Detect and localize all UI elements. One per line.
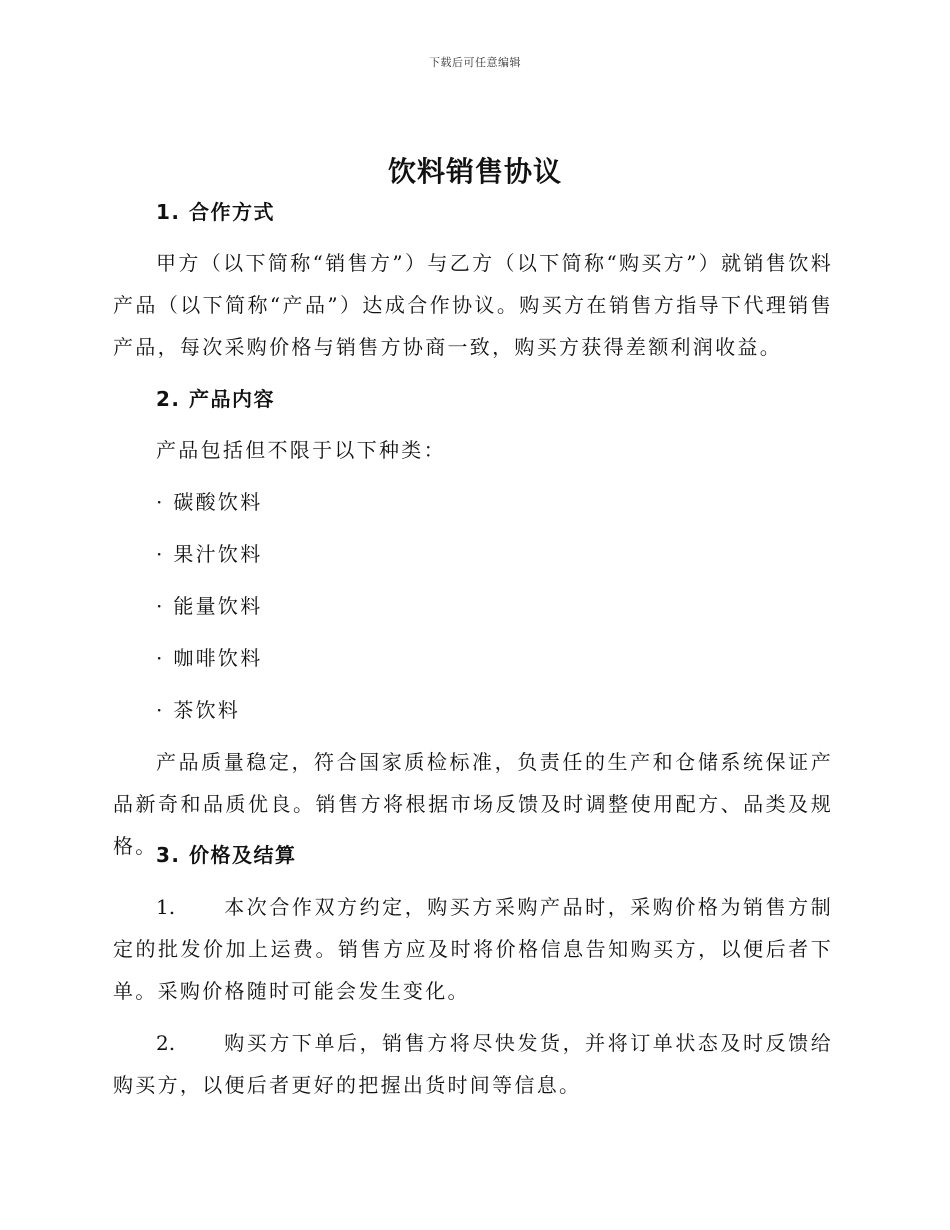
section-heading-3: 3. 价格及结算: [156, 843, 297, 867]
list-item-energy: · 能量饮料: [156, 594, 263, 618]
section-2-closing: 产品质量稳定，符合国家质检标准，负责任的生产和仓储系统保证产品新奇和品质优良。销售方将根据市场反馈及时调整使用配方、品类及规格。: [113, 750, 833, 858]
list-item-carbonated: · 碳酸饮料: [156, 490, 263, 514]
section-2-intro: 产品包括但不限于以下种类：: [156, 438, 446, 462]
numbered-item-2-number: 2.: [156, 1031, 176, 1055]
list-item-coffee: · 咖啡饮料: [156, 646, 263, 670]
document-title: 饮料销售协议: [387, 155, 562, 188]
page-header-note: 下载后可任意编辑: [429, 56, 521, 69]
section-1-paragraph: 甲方（以下简称“销售方”）与乙方（以下简称“购买方”）就销售饮料产品（以下简称“产品”）达成合作协议。购买方在销售方指导下代理销售产品，每次采购价格与销售方协商一致，购买方获得差额利润收益。: [113, 251, 833, 359]
list-item-tea: · 茶饮料: [156, 698, 241, 722]
numbered-item-1: [113, 886, 833, 1012]
numbered-item-2: [113, 1022, 833, 1106]
numbered-item-2-text: 购买方下单后，销售方将尽快发货，并将订单状态及时反馈给购买方，以便后者更好的把握出货时间等信息。: [113, 1031, 833, 1097]
numbered-item-1-text: 本次合作双方约定，购买方采购产品时，采购价格为销售方制定的批发价加上运费。销售方应及时将价格信息告知购买方，以便后者下单。采购价格随时可能会发生变化。: [113, 895, 833, 1003]
numbered-item-1-number: 1.: [156, 895, 176, 919]
section-heading-1: 1. 合作方式: [156, 200, 275, 224]
list-item-juice: · 果汁饮料: [156, 542, 263, 566]
section-heading-2: 2. 产品内容: [156, 387, 275, 411]
